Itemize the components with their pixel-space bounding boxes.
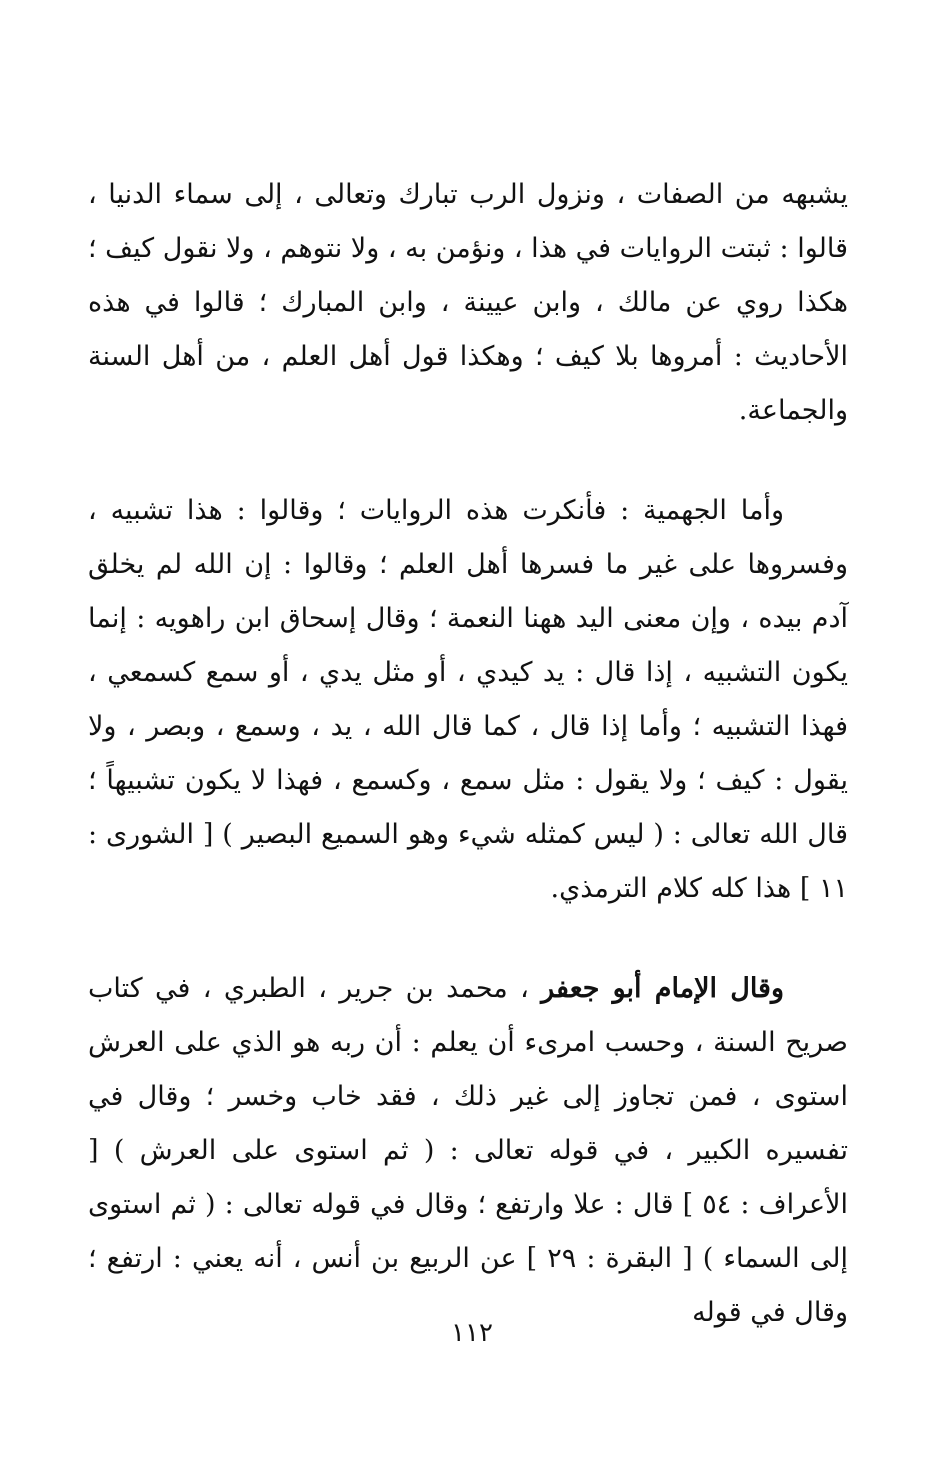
paragraph-2: [88, 484, 848, 916]
paragraph-1-text: يشبهه من الصفات ، ونزول الرب تبارك وتعالى ، إلى سماء الدنيا ، قالوا : ثبتت الروايات في هذا ، ونؤمن به ، ولا نتوهم ، ولا نقول كيف ؛ هكذا روي عن مالك ، وابن عيينة ، وابن المبارك ؛ قالوا في هذه الأحاديث : أمروها بلا كيف ؛ وهكذا قول أهل العلم ، من أهل السنة والجماعة.: [88, 179, 848, 426]
paragraph-2-text: وأما الجهمية : فأنكرت هذه الروايات ؛ وقالوا : هذا تشبيه ، وفسروها على غير ما فسرها أهل العلم ؛ وقالوا : إن الله لم يخلق آدم بيده ، وإن معنى اليد ههنا النعمة ؛ وقال إسحاق ابن راهويه : إنما يكون التشبيه ، إذا قال : يد كيدي ، أو مثل يدي ، أو سمع كسمعي ، فهذا التشبيه ؛ وأما إذا قال ، كما قال الله ، يد ، وسمع ، وبصر ، ولا يقول : كيف ؛ ولا يقول : مثل سمع ، وكسمع ، فهذا لا يكون تشبيهاً ؛ قال الله تعالى : ( ليس كمثله شيء وهو السميع البصير ) [ الشورى : ١١ ] هذا كله كلام الترمذي.: [88, 495, 848, 904]
page-number: ١١٢: [451, 1318, 493, 1348]
paragraph-3-text: ، محمد بن جرير ، الطبري ، في كتاب صريح السنة ، وحسب امرىء أن يعلم : أن ربه هو الذي على العرش استوى ، فمن تجاوز إلى غير ذلك ، فقد خاب وخسر ؛ وقال في تفسيره الكبير ، في قوله تعالى : ( ثم استوى على العرش ) [ الأعراف : ٥٤ ] قال : علا وارتفع ؛ وقال في قوله تعالى : ( ثم استوى إلى السماء ) [ البقرة : ٢٩ ] عن الربيع بن أنس ، أنه يعني : ارتفع ؛ وقال في قوله: [88, 973, 848, 1328]
paragraph-3: [88, 962, 848, 1340]
paragraph-3-heading: وقال الإمام أبو جعفر: [541, 973, 784, 1004]
page-body-text: [88, 168, 848, 1340]
paragraph-1: [88, 168, 848, 438]
